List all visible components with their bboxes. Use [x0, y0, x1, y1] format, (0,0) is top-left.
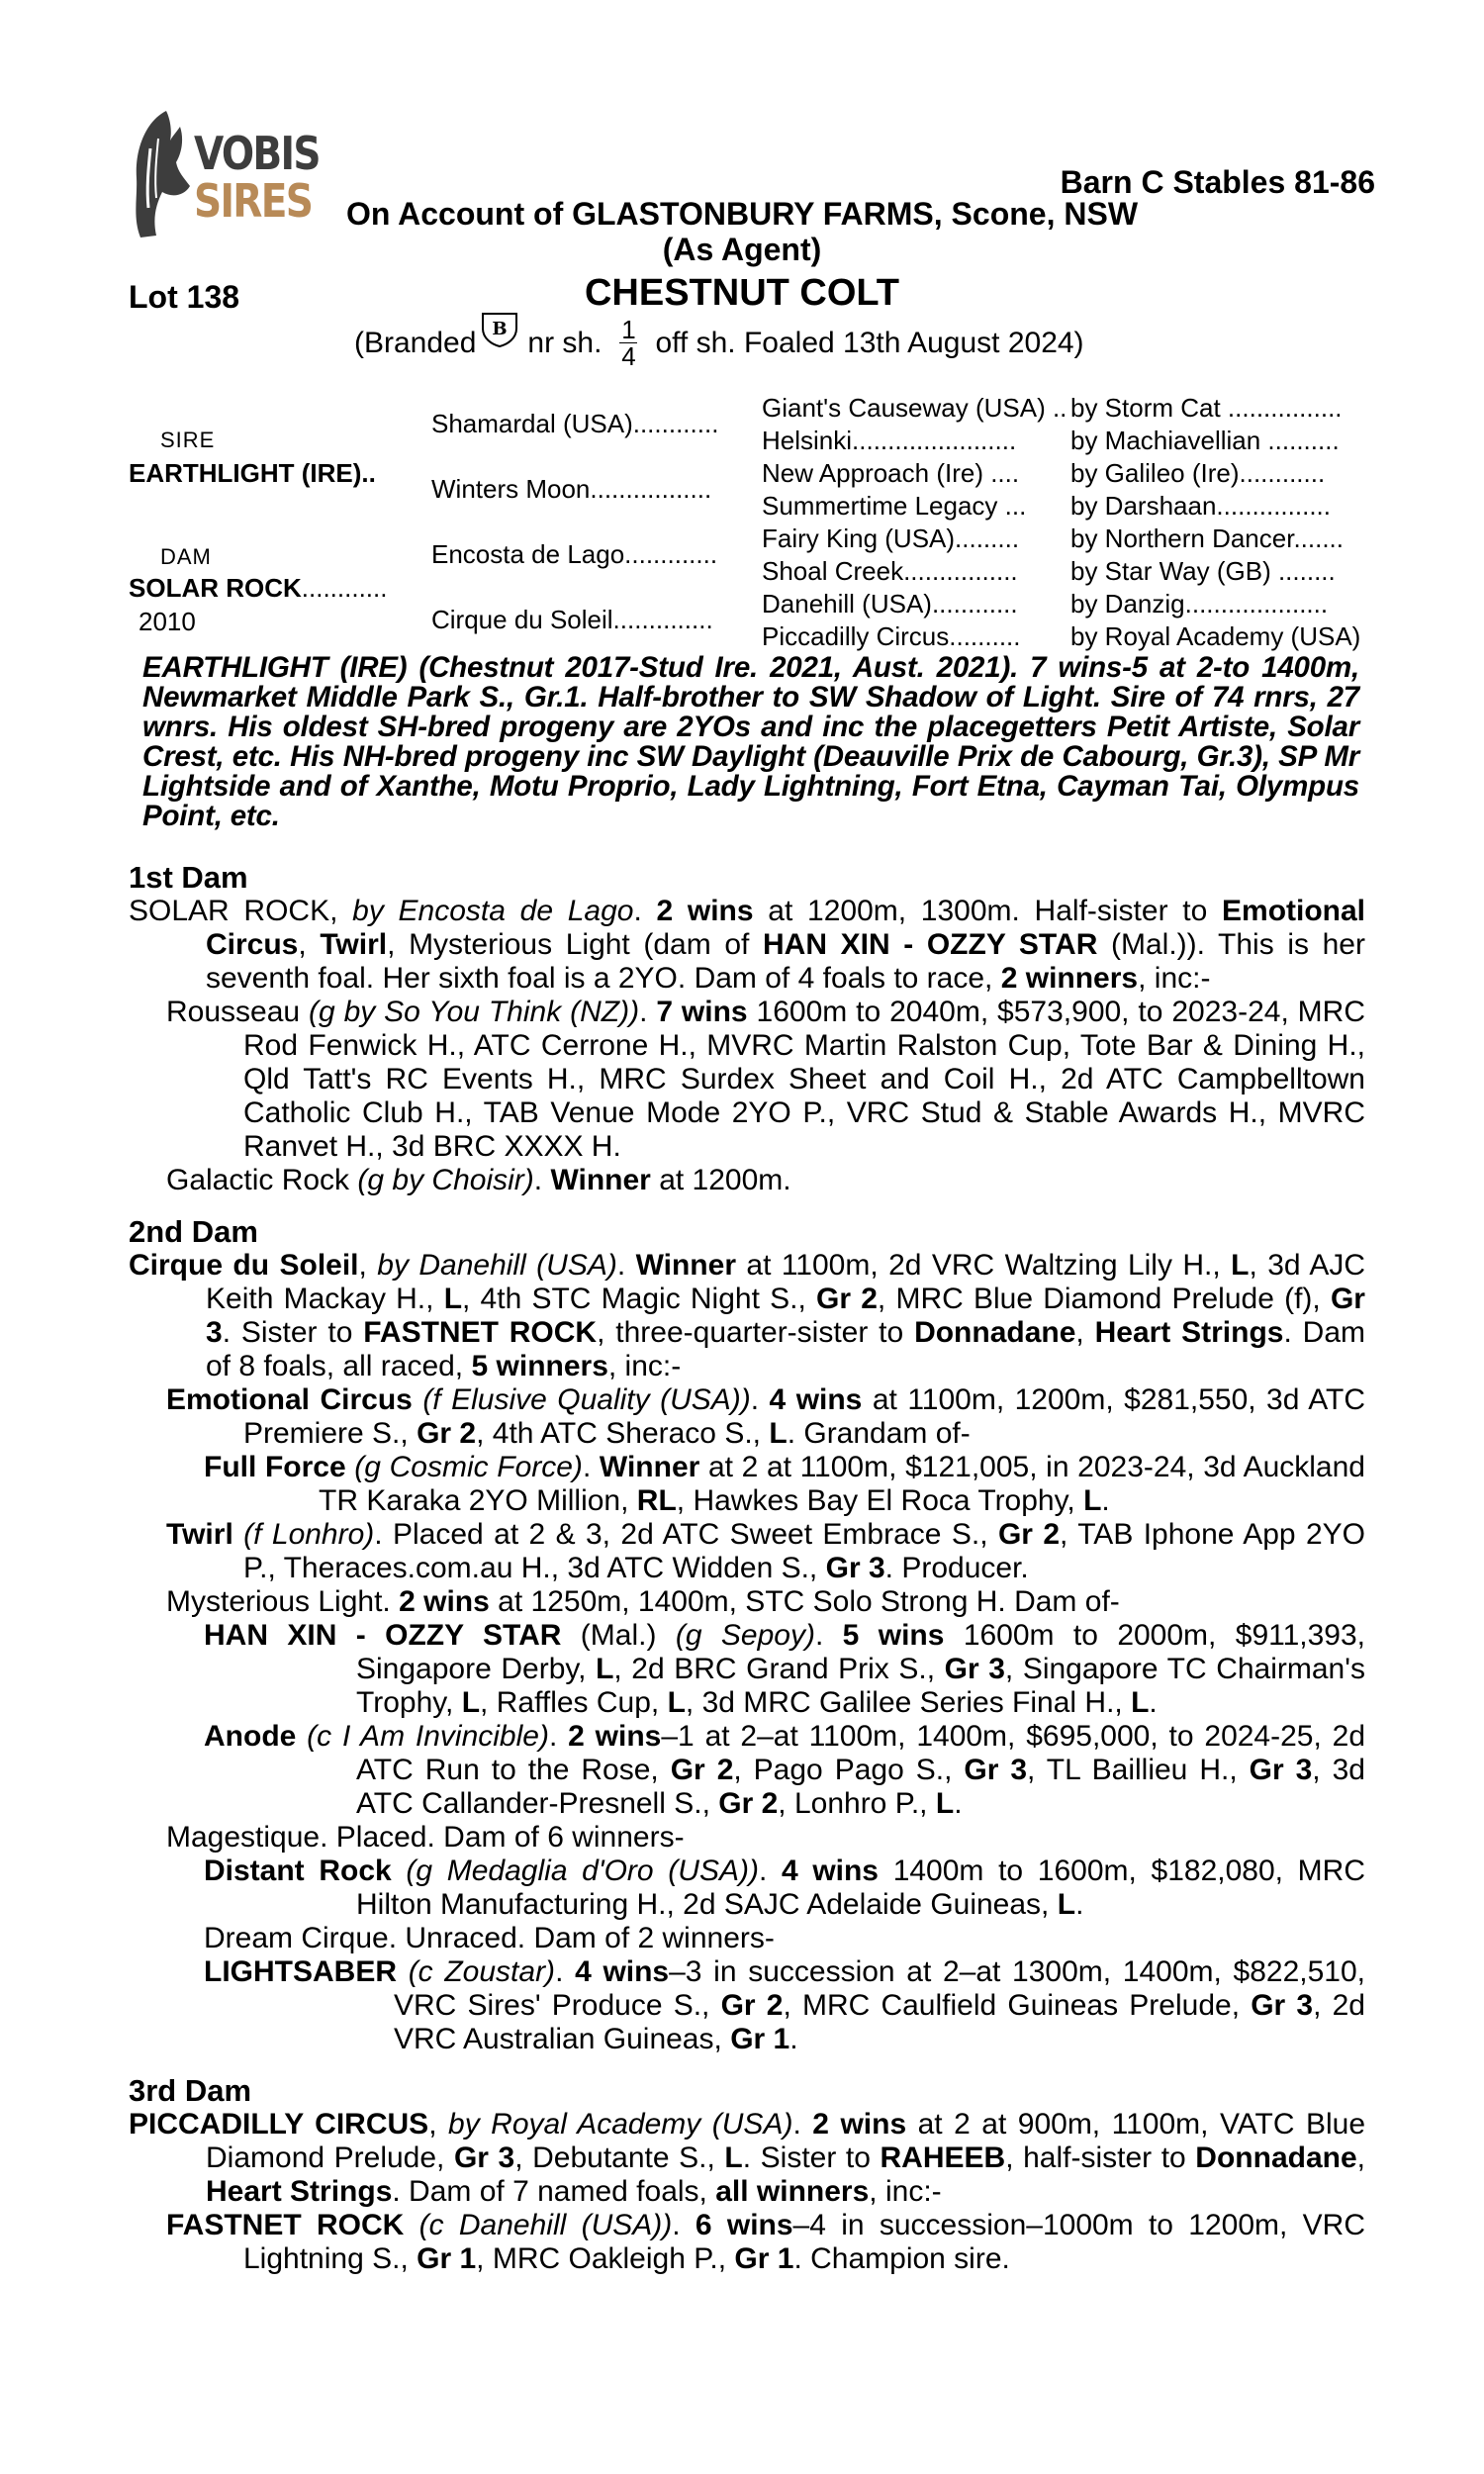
sibling-name: Donnadane [1195, 2141, 1357, 2174]
pedigree-g3-7: Danehill (USA)............ [762, 589, 1018, 618]
lot-number: Lot 138 [129, 279, 240, 315]
dam-sire-text: by Royal Academy (USA) [448, 2108, 793, 2141]
progeny-wins: 2 wins [399, 1585, 490, 1618]
pedigree-g4-7: by Danzig.................... [1070, 589, 1329, 618]
dam-dots: ............ [301, 573, 388, 603]
dam-winners: all winners [715, 2175, 870, 2208]
pedigree-g4-5: by Northern Dancer....... [1070, 523, 1345, 553]
progeny-record: , Lonhro P., [778, 1787, 928, 1820]
sire-label: SIRE [160, 428, 216, 452]
inc-text: , inc:- [607, 1350, 682, 1382]
second-dam-heading: 2nd Dam [129, 1214, 258, 1249]
inc-text: , inc:- [869, 2175, 942, 2208]
grade-listed: L [667, 1686, 686, 1719]
progeny-dream-cirque [129, 1922, 1365, 1955]
vendor-account [0, 196, 1484, 267]
logo-vobis-text: VOBIS [194, 127, 320, 180]
dam-text: Mysterious Light (dam of [409, 928, 750, 961]
sibling-name: Emotional Circus [206, 895, 1366, 961]
pedigree-g4-1: by Storm Cat ................ [1070, 393, 1343, 423]
grade-2: Gr 2 [816, 1283, 878, 1315]
grade-3: Gr 3 [206, 1283, 1365, 1349]
progeny-mysterious-light [129, 1585, 1365, 1619]
pedigree-g3-5: Fairy King (USA)......... [762, 523, 1020, 553]
progeny-record: at 1250m, 1400m, STC Solo Strong H. Dam of- [498, 1585, 1120, 1618]
progeny-record: 1400m to 1600m, $182,080, MRC Hilton Manufacturing H., 2d SAJC Adelaide Guineas, [356, 1855, 1365, 1921]
dam-wins: Winner [635, 1249, 736, 1282]
progeny-wins: 4 wins [781, 1855, 879, 1887]
dam-name-text: SOLAR ROCK [129, 895, 330, 927]
pedigree-g3-6: Shoal Creek................ [762, 556, 1018, 586]
grade-1: Gr 1 [730, 2023, 790, 2055]
progeny-distant-rock: Distant Rock (g Medaglia d'Oro (USA)). 4 wins 1400m to 1600m, $182,080, MRC Hilton Manufacturing H., 2d SAJC Adelaide Guineas, L. [204, 1855, 1365, 1921]
dam-text: , three-quarter-sister to [597, 1316, 904, 1349]
progeny-sire: (c Danehill (USA)) [418, 2209, 673, 2241]
grade-2: Gr 2 [720, 1989, 784, 2022]
branded-prefix: (Branded [354, 326, 477, 359]
progeny-record: 1600m to 2040m, $573,900, to 2023-24, MRC Rod Fenwick H., ATC Cerrone H., MVRC Martin Ralston Cup, Tote Bar & Dining H., Qld Tatt's RC Events H., MRC Surdex Sheet and Coil H., 2d ATC Campbelltown Catholic Club H., TAB Venue Mode 2YO P., VRC Stud & Stable Awards H., MVRC Ranvet H., 3d BRC XXXX H. [243, 996, 1366, 1163]
progeny-record: . Champion sire. [793, 2242, 1010, 2275]
period: . [954, 1787, 963, 1820]
dam-text: at 1200m, 1300m. Half-sister to [768, 895, 1208, 927]
branded-foaled: off sh. Foaled 13th August 2024) [655, 326, 1084, 359]
sibling-name: Twirl [320, 928, 388, 961]
dam-name-row [129, 572, 387, 605]
grade-rl: RL [636, 1484, 677, 1517]
pedigree-dam-sire: Encosta de Lago............. [431, 539, 718, 569]
progeny-record: at 1100m, 1200m, $281,550, 3d ATC Premiere S., [243, 1383, 1366, 1450]
progeny-record: , 2d BRC Grand Prix S., [613, 1653, 936, 1685]
period: . [1149, 1686, 1158, 1719]
progeny-record: . Grandam of- [787, 1417, 971, 1450]
third-dam-entry: PICCADILLY CIRCUS, by Royal Academy (USA). 2 wins at 2 at 900m, 1100m, VATC Blue Diamond Prelude, Gr 3, Debutante S., L. Sister to RAHEEB, half-sister to Donnadane, Heart Strings. Dam of 7 named foals, all winners, inc:- [129, 2108, 1366, 2208]
progeny-galactic-rock: Galactic Rock (g by Choisir). Winner at 1200m. [166, 1164, 791, 1196]
sibling-name: Heart Strings [206, 2175, 393, 2208]
progeny-magestique [129, 1821, 1365, 1855]
grade-listed: L [461, 1686, 481, 1719]
progeny-sire: (g Sepoy) [675, 1619, 815, 1652]
sire-name: EARTHLIGHT (IRE).. [129, 458, 376, 488]
dam-wins: 2 wins [656, 895, 754, 927]
progeny-name: Galactic Rock [166, 1164, 350, 1196]
sibling-name: Donnadane [914, 1316, 1076, 1349]
period: . [789, 2023, 798, 2055]
progeny-sire: (c I Am Invincible) [307, 1720, 549, 1753]
progeny-sire: (c Zoustar) [408, 1955, 556, 1988]
progeny-lightsaber: LIGHTSABER (c Zoustar). 4 wins–3 in succession at 2–at 1300m, 1400m, $822,510, VRC Sires' Produce S., Gr 2, MRC Caulfield Guineas Prelude, Gr 3, 2d VRC Australian Guineas, Gr 1. [204, 1955, 1365, 2055]
grade-listed: L [1131, 1686, 1150, 1719]
dam-winners: 5 winners [471, 1350, 608, 1382]
progeny-wins: Winner [550, 1164, 651, 1196]
grade-listed: L [769, 1417, 788, 1450]
pedigree-dam-dam: Cirque du Soleil.............. [431, 605, 713, 634]
pedigree-g4-2: by Machiavellian .......... [1070, 426, 1340, 455]
progeny-wins: 6 wins [695, 2209, 793, 2241]
progeny-name: HAN XIN - OZZY STAR [204, 1619, 562, 1652]
progeny-record: , Pago Pago S., [733, 1754, 953, 1786]
dam-text: at 2 at 900m, 1100m, VATC Blue Diamond Prelude, [206, 2108, 1366, 2174]
progeny-wins: 2 wins [568, 1720, 662, 1753]
progeny-anode: Anode (c I Am Invincible). 2 wins–1 at 2–at 1100m, 1400m, $695,000, to 2024-25, 2d ATC Run to the Rose, Gr 2, Pago Pago S., Gr 3, TL Baillieu H., Gr 3, 3d ATC Callander-Presnell S., Gr 2, Lonhro P., L. [204, 1720, 1366, 1820]
progeny-name: Dream Cirque. Unraced. Dam of 2 winners- [204, 1922, 775, 1954]
dam-text: . Sister to [742, 2141, 871, 2174]
dam-text: (Mal.)). This is her seventh foal. Her sixth foal is a 2YO. Dam of 4 foals to race, [206, 928, 1365, 995]
progeny-record: , Singapore TC Chairman's Trophy, [356, 1653, 1365, 1719]
dam-text: , Debutante S., [514, 2141, 715, 2174]
pedigree-g4-8: by Royal Academy (USA) [1070, 621, 1361, 651]
progeny-record: at 1200m. [659, 1164, 791, 1196]
lot-title: CHESTNUT COLT [584, 272, 900, 314]
grade-2: Gr 2 [718, 1787, 779, 1820]
sibling-name: RAHEEB [880, 2141, 1006, 2174]
progeny-record: , TAB Iphone App 2YO P., Theraces.com.au H., 3d ATC Widden S., [243, 1518, 1365, 1584]
dam-text: at 1100m, 2d VRC Waltzing Lily H., [746, 1249, 1221, 1282]
pedigree-g3-3: New Approach (Ire) .... [762, 458, 1020, 488]
grade-3: Gr 3 [944, 1653, 1005, 1685]
dam-name-text: Cirque du Soleil [129, 1249, 359, 1282]
progeny-sire: (g Cosmic Force) [354, 1451, 583, 1483]
third-dam-heading: 3rd Dam [129, 2073, 252, 2108]
progeny-record: –3 in succession at 2–at 1300m, 1400m, $822,510, VRC Sires' Produce S., [394, 1955, 1365, 2022]
brand-fraction [619, 317, 637, 369]
pedigree-g3-1: Giant's Causeway (USA) .. [762, 393, 1067, 423]
progeny-record: , Raffles Cup, [480, 1686, 660, 1719]
fraction-numerator: 1 [621, 315, 636, 344]
progeny-record: 1600m to 2000m, $911,393, Singapore Derby, [356, 1619, 1365, 1685]
progeny-sire: (f Elusive Quality (USA)) [422, 1383, 751, 1416]
first-dam-entry: SOLAR ROCK, by Encosta de Lago. 2 wins at 1200m, 1300m. Half-sister to Emotional Circus, Twirl, Mysterious Light (dam of HAN XIN - OZZY STAR (Mal.)). This is her seventh foal. Her sixth foal is a 2YO. Dam of 4 foals to race, 2 winners, inc:- [129, 895, 1366, 995]
dam-text: , 3d AJC Keith Mackay H., [206, 1249, 1366, 1315]
progeny-name: Full Force [204, 1451, 346, 1483]
sibling-name: HAN XIN - OZZY STAR [763, 928, 1098, 961]
grade-listed: L [596, 1653, 614, 1685]
progeny-name: Emotional Circus [166, 1383, 413, 1416]
progeny-wins: 7 wins [656, 996, 748, 1028]
first-dam-heading: 1st Dam [129, 860, 248, 895]
progeny-name: Twirl [166, 1518, 233, 1551]
catalogue-body [129, 861, 1365, 2276]
dam-name-text: PICCADILLY CIRCUS [129, 2108, 429, 2141]
dam-wins: 2 wins [812, 2108, 907, 2141]
progeny-wins: 4 wins [575, 1955, 670, 1988]
progeny-name: Distant Rock [204, 1855, 392, 1887]
progeny-sire: (g by Choisir) [357, 1164, 534, 1196]
progeny-record: at 2 at 1100m, $121,005, in 2023-24, 3d Auckland TR Karaka 2YO Million, [319, 1451, 1365, 1517]
logo-sires-text: SIRES [194, 174, 313, 228]
progeny-fastnet-rock: FASTNET ROCK (c Danehill (USA)). 6 wins–4 in succession–1000m to 1200m, VRC Lightning S., Gr 1, MRC Oakleigh P., Gr 1. Champion sire. [166, 2209, 1365, 2275]
progeny-record: . Producer. [884, 1552, 1029, 1584]
progeny-record: , 3d ATC Callander-Presnell S., [356, 1754, 1365, 1820]
dam-text: , MRC Blue Diamond Prelude (f), [877, 1283, 1321, 1315]
progeny-name: Magestique. Placed. Dam of 6 winners- [166, 1821, 685, 1854]
dam-sire-text: by Encosta de Lago [352, 895, 634, 927]
grade-listed: L [935, 1787, 955, 1820]
progeny-sire: (g Medaglia d'Oro (USA)) [406, 1855, 759, 1887]
progeny-emotional-circus: Emotional Circus (f Elusive Quality (USA)). 4 wins at 1100m, 1200m, $281,550, 3d ATC Premiere S., Gr 2, 4th ATC Sheraco S., L. Grandam of- [166, 1383, 1366, 1450]
pedigree-g4-6: by Star Way (GB) ........ [1070, 556, 1336, 586]
progeny-record: , Hawkes Bay El Roca Trophy, [676, 1484, 1075, 1517]
grade-3: Gr 3 [1249, 1754, 1313, 1786]
inc-text: , inc:- [1138, 962, 1211, 995]
grade-3: Gr 3 [453, 2141, 515, 2174]
dam-name: SOLAR ROCK [129, 573, 302, 603]
dam-winners: 2 winners [1000, 962, 1139, 995]
dam-label: DAM [160, 544, 212, 569]
dam-text: , half-sister to [1005, 2141, 1186, 2174]
progeny-record: , 2d VRC Australian Guineas, [394, 1989, 1365, 2055]
progeny-record: , MRC Oakleigh P., [476, 2242, 727, 2275]
grade-listed: L [1057, 1888, 1076, 1921]
agent-line: (As Agent) [662, 232, 822, 267]
period: . [1101, 1484, 1110, 1517]
progeny-name: Anode [204, 1720, 297, 1753]
progeny-wins: 5 wins [842, 1619, 945, 1652]
grade-3: Gr 3 [825, 1552, 885, 1584]
progeny-record: –1 at 2–at 1100m, 1400m, $695,000, to 2024-25, 2d ATC Run to the Rose, [356, 1720, 1366, 1786]
sire-notes: EARTHLIGHT (IRE) (Chestnut 2017-Stud Ire. 2021, Aust. 2021). 7 wins-5 at 2-to 1400m, Newmarket Middle Park S., Gr.1. Half-brother to SW Shadow of Light. Sire of 74 rnrs, 27 wnrs. His oldest SH-bred progeny are 2YOs and inc the placegetters Petit Artiste, Solar Crest, etc. His NH-bred progeny inc SW Daylight (Deauville Prix de Cabourg, Gr.3), SP Mr Lightside and of Xanthe, Motu Proprio, Lady Lightning, Fort Etna, Cayman Tai, Olympus Point, etc. [142, 651, 1359, 832]
progeny-wins: Winner [599, 1451, 700, 1483]
grade-listed: L [443, 1283, 463, 1315]
grade-2: Gr 2 [997, 1518, 1061, 1551]
grade-listed: L [1231, 1249, 1250, 1282]
progeny-full-force: Full Force (g Cosmic Force). Winner at 2 at 1100m, $121,005, in 2023-24, 3d Auckland TR Karaka 2YO Million, RL, Hawkes Bay El Roca Trophy, L. [204, 1451, 1365, 1517]
brand-shield-icon [480, 311, 519, 356]
progeny-wins: 4 wins [769, 1383, 863, 1416]
dam-sire-text: by Danehill (USA) [377, 1249, 617, 1282]
progeny-record: , 3d MRC Galilee Series Final H., [685, 1686, 1123, 1719]
vendor-line: On Account of GLASTONBURY FARMS, Scone, NSW [345, 196, 1139, 232]
grade-3: Gr 3 [1251, 1989, 1314, 2022]
barn-location: Barn C Stables 81-86 [1060, 164, 1375, 200]
progeny-record: –4 in succession–1000m to 1200m, VRC Lightning S., [243, 2209, 1365, 2275]
pedigree-sire-dam: Winters Moon................. [431, 474, 712, 504]
progeny-record: . Placed at 2 & 3, 2d ATC Sweet Embrace S., [374, 1518, 988, 1551]
progeny-twirl [129, 1518, 1365, 1585]
grade-listed: L [724, 2141, 743, 2174]
progeny-name: Rousseau [166, 996, 301, 1028]
progeny-sire: (f Lonhro) [243, 1518, 375, 1551]
branded-nr-sh: nr sh. [527, 326, 603, 359]
fraction-denominator: 4 [621, 341, 636, 371]
sibling-name: Heart Strings [1094, 1316, 1284, 1349]
brand-description [354, 317, 1084, 369]
progeny-record: , MRC Caulfield Guineas Prelude, [783, 1989, 1241, 2022]
progeny-sire: (g by So You Think (NZ)) [309, 996, 640, 1028]
pedigree-g3-4: Summertime Legacy ... [762, 491, 1027, 521]
grade-2: Gr 2 [417, 1417, 477, 1450]
pedigree-g3-8: Piccadilly Circus.......... [762, 621, 1021, 651]
foaling-year: 2010 [139, 607, 196, 636]
svg-text:B: B [492, 318, 509, 339]
progeny-name: FASTNET ROCK [166, 2209, 405, 2241]
pedigree-g4-4: by Darshaan................ [1070, 491, 1331, 521]
period: . [1075, 1888, 1084, 1921]
grade-1: Gr 1 [734, 2242, 794, 2275]
pedigree-g4-3: by Galileo (Ire)............ [1070, 458, 1326, 488]
grade-3: Gr 3 [964, 1754, 1028, 1786]
progeny-record: , 4th ATC Sheraco S., [476, 1417, 762, 1450]
progeny-rousseau: Rousseau (g by So You Think (NZ)). 7 wins 1600m to 2040m, $573,900, to 2023-24, MRC Rod Fenwick H., ATC Cerrone H., MVRC Martin Ralston Cup, Tote Bar & Dining H., Qld Tatt's RC Events H., MRC Surdex Sheet and Coil H., 2d ATC Campbelltown Catholic Club H., TAB Venue Mode 2YO P., VRC Stud & Stable Awards H., MVRC Ranvet H., 3d BRC XXXX H. [166, 996, 1366, 1163]
sibling-name: FASTNET ROCK [363, 1316, 598, 1349]
pedigree-sire-sire: Shamardal (USA)............ [431, 409, 719, 438]
grade-2: Gr 2 [670, 1754, 734, 1786]
grade-1: Gr 1 [417, 2242, 477, 2275]
dam-text: , 4th STC Magic Night S., [462, 1283, 806, 1315]
grade-listed: L [1083, 1484, 1102, 1517]
pedigree-g3-2: Helsinki....................... [762, 426, 1017, 455]
progeny-name: Mysterious Light. [166, 1585, 391, 1618]
dam-text: . Dam of 8 foals, all raced, [206, 1316, 1365, 1382]
progeny-han-xin: HAN XIN - OZZY STAR (Mal.) (g Sepoy). 5 wins 1600m to 2000m, $911,393, Singapore Derby, L, 2d BRC Grand Prix S., Gr 3, Singapore TC Chairman's Trophy, L, Raffles Cup, L, 3d MRC Galilee Series Final H., L. [204, 1619, 1365, 1719]
progeny-country: (Mal.) [580, 1619, 657, 1652]
second-dam-entry: Cirque du Soleil, by Danehill (USA). Winner at 1100m, 2d VRC Waltzing Lily H., L, 3d AJC Keith Mackay H., L, 4th STC Magic Night S., Gr 2, MRC Blue Diamond Prelude (f), Gr 3. Sister to FASTNET ROCK, three-quarter-sister to Donnadane, Heart Strings. Dam of 8 foals, all raced, 5 winners, inc:- [129, 1249, 1366, 1382]
dam-text: . Dam of 7 named foals, [392, 2175, 707, 2208]
progeny-name: LIGHTSABER [204, 1955, 397, 1988]
progeny-record: , TL Baillieu H., [1027, 1754, 1238, 1786]
dam-text: . Sister to [222, 1316, 353, 1349]
